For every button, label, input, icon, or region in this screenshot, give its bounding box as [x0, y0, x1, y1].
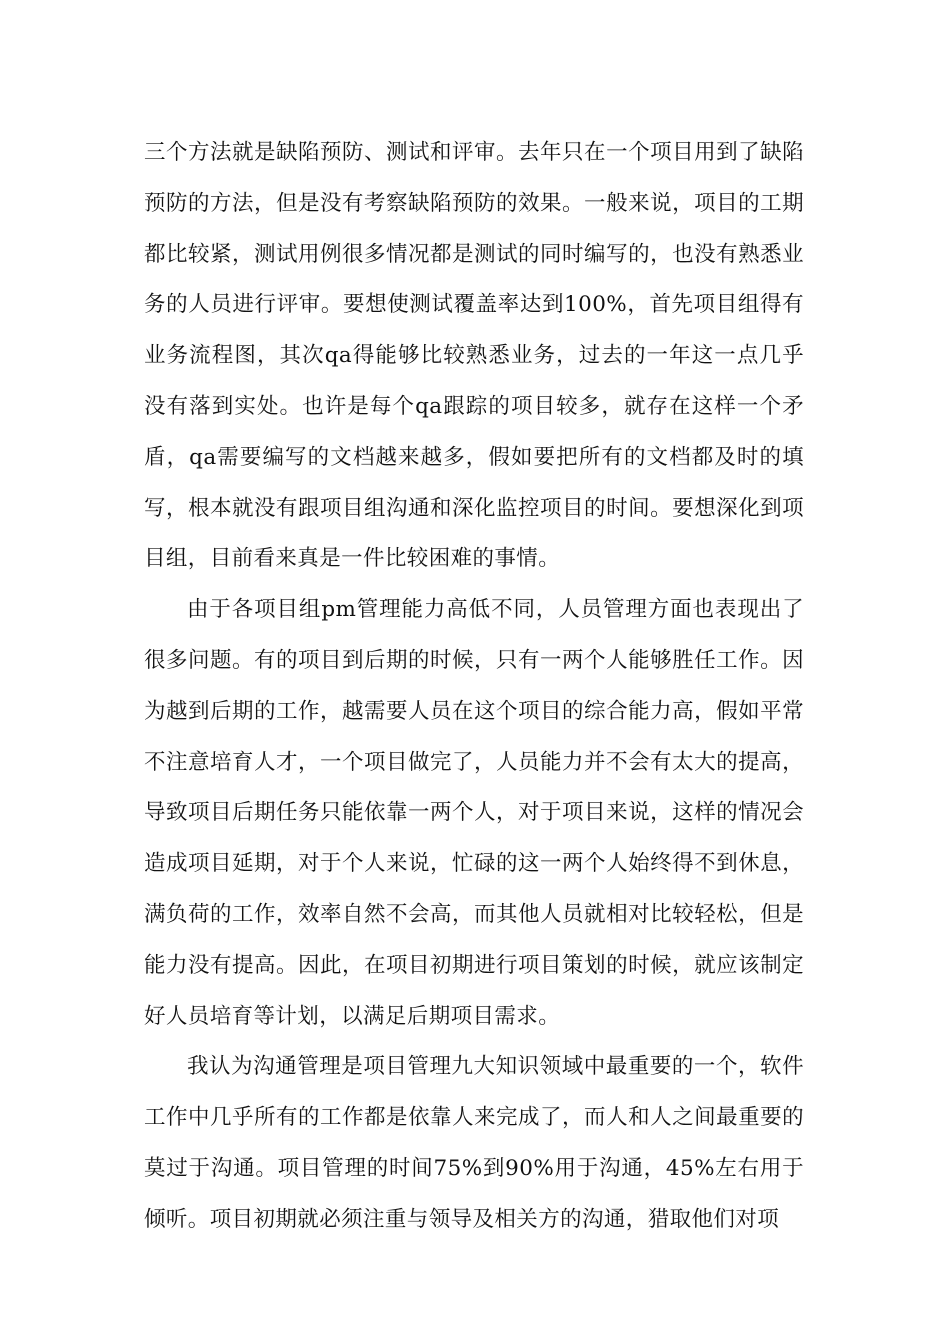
paragraph-2: 由于各项目组pm管理能力高低不同，人员管理方面也表现出了很多问题。有的项目到后期的时候，只有一两个人能够胜任工作。因为越到后期的工作，越需要人员在这个项目的综合能力高，假如平常不注意培育人才，一个项目做完了，人员能力并不会有太大的提高，导致项目后期任务只能依靠一两个人，对于项目来说，这样的情况会造成项目延期，对于个人来说，忙碌的这一两个人始终得不到休息，满负荷的工作，效率自然不会高，而其他人员就相对比较轻松，但是能力没有提高。因此，在项目初期进行项目策划的时候，就应该制定好人员培育等计划，以满足后期项目需求。 — [144, 597, 804, 1029]
paragraph-1: 三个方法就是缺陷预防、测试和评审。去年只在一个项目用到了缺陷预防的方法，但是没有考察缺陷预防的效果。一般来说，项目的工期都比较紧，测试用例很多情况都是测试的同时编写的，也没有熟悉业务的人员进行评审。要想使测试覆盖率达到100%，首先项目组得有业务流程图，其次qa得能够比较熟悉业务，过去的一年这一点几乎没有落到实处。也许是每个qa跟踪的项目较多，就存在这样一个矛盾，qa需要编写的文档越来越多，假如要把所有的文档都及时的填写，根本就没有跟项目组沟通和深化监控项目的时间。要想深化到项目组，目前看来真是一件比较困难的事情。 — [144, 140, 804, 572]
paragraph-3: 我认为沟通管理是项目管理九大知识领域中最重要的一个，软件工作中几乎所有的工作都是依靠人来完成了，而人和人之间最重要的莫过于沟通。项目管理的时间75%到90%用于沟通，45%左右用于倾听。项目初期就必须注重与领导及相关方的沟通，猎取他们对项 — [144, 1054, 804, 1232]
